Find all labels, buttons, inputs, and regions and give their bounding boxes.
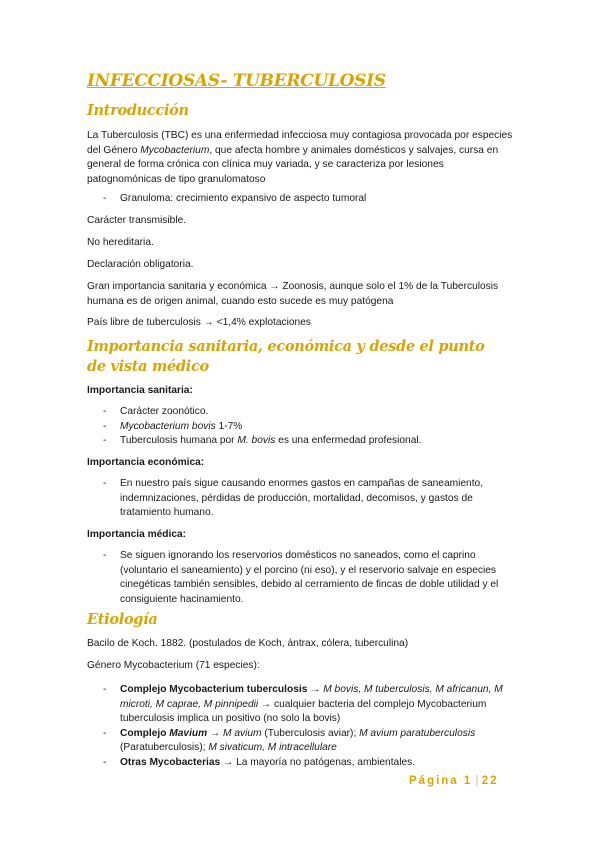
document-title: INFECCIOSAS- TUBERCULOSIS xyxy=(87,71,386,91)
list-item: - Granuloma: crecimiento expansivo de aspecto tumoral xyxy=(87,192,515,207)
footer-separator: | xyxy=(472,775,482,787)
intro-list xyxy=(87,192,515,207)
list-item: - Tuberculosis humana por M. bovis es una enfermedad profesional. xyxy=(87,434,515,449)
page-total: 22 xyxy=(481,775,499,787)
page-number: Página 1 xyxy=(409,775,473,787)
label-importancia-economica: Importancia económica: xyxy=(87,457,205,468)
label-importancia-medica: Importancia médica: xyxy=(87,529,187,540)
list-item: - Mycobacterium bovis 1-7% xyxy=(87,420,515,435)
list-sanitaria xyxy=(87,405,515,449)
line-bacilo: Bacilo de Koch. 1882. (postulados de Koch, ántrax, cólera, tuberculina) xyxy=(87,638,409,649)
heading-etiologia: Etiología xyxy=(87,611,158,628)
line-genero: Género Mycobacterium (71 especies): xyxy=(87,660,260,671)
list-item-complejo-mavium: - Complejo Mavium → M avium (Tuberculosis aviar); M avium paratuberculosis (Paratuberculosis); M sivaticum, M intracellulare xyxy=(87,727,515,756)
list-item-complejo-tuberculosis: - Complejo Mycobacterium tuberculosis → M bovis, M tuberculosis, M africanun, M microti, M caprae, M pinnipedii → cualquier bacteria del complejo Mycobacterium tuberculosis implica un positivo (no solo la bovis) xyxy=(87,683,515,727)
list-item: - Se siguen ignorando los reservorios domésticos no saneados, como el caprino (voluntario el saneamiento) y el porcino (ni eso), y el reservorio salvaje en especies cinegéticas también sensibles, debido al cerramiento de fincas de doble utilidad y el consiguiente hacinamiento. xyxy=(87,549,515,607)
intro-paragraph: La Tuberculosis (TBC) es una enfermedad infecciosa muy contagiosa provocada por especies del Género Mycobacterium, que afecta hombre y animales domésticos y salvajes, cursa en general de forma crónica con clínica muy variada, y se caracteriza por lesiones patognomónicas de tipo granulomatoso xyxy=(87,130,513,185)
line-importancia: Gran importancia sanitaria y económica → Zoonosis, aunque solo el 1% de la Tuberculosis humana es de origen animal, cuando esto sucede es muy patógena xyxy=(87,281,499,307)
heading-introduccion: Introducción xyxy=(87,102,189,119)
page-footer xyxy=(409,775,499,787)
line-declaracion: Declaración obligatoria. xyxy=(87,259,194,270)
list-item-otras: - Otras Mycobacterias → La mayoría no patógenas, ambientales. xyxy=(87,756,515,771)
list-complejos xyxy=(87,683,515,770)
line-pais-libre: País libre de tuberculosis → <1,4% explotaciones xyxy=(87,317,311,328)
list-medica xyxy=(87,549,515,607)
list-economica xyxy=(87,477,515,521)
label-importancia-sanitaria: Importancia sanitaria: xyxy=(87,385,193,396)
line-hereditaria: No hereditaria. xyxy=(87,237,154,248)
heading-importancia: Importancia sanitaria, económica y desde el punto de vista médico xyxy=(87,338,485,375)
list-item: - Carácter zoonótico. xyxy=(87,405,515,420)
line-transmisible: Carácter transmisible. xyxy=(87,215,187,226)
list-item: - En nuestro país sigue causando enormes gastos en campañas de saneamiento, indemnizaciones, pérdidas de producción, mortalidad, decomisos, y gastos de tratamiento humano. xyxy=(87,477,515,521)
